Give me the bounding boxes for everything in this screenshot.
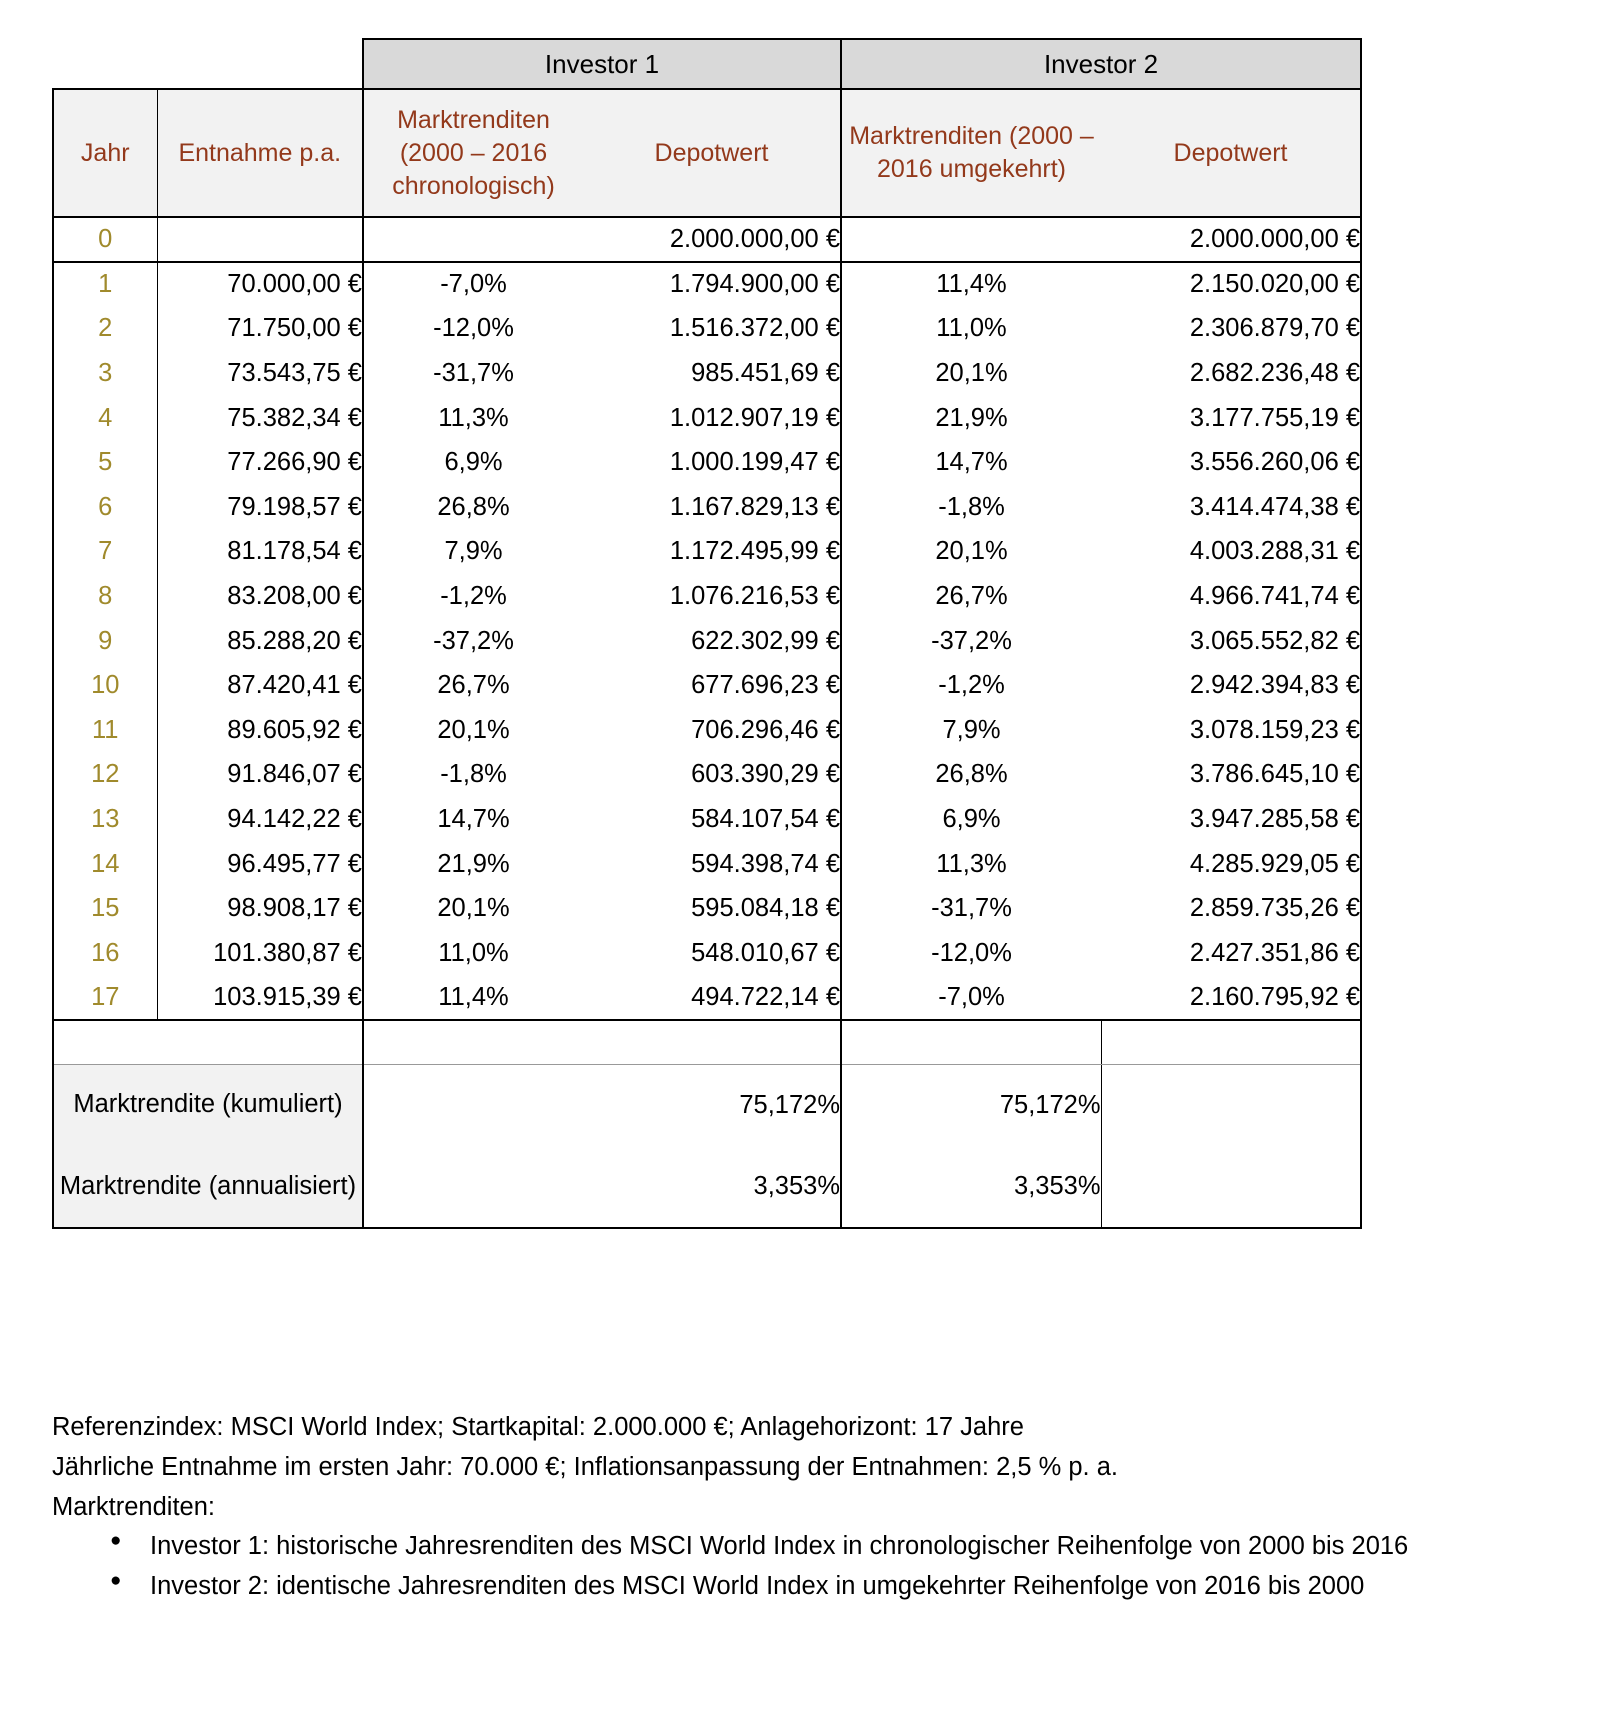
col-header-jahr: Jahr [53,89,157,217]
cell-entnahme: 101.380,87 € [157,931,363,976]
summary-label: Marktrendite (kumuliert) [53,1064,363,1146]
cell-marktrendite-1: 14,7% [363,797,583,842]
cell-marktrendite-2: 26,8% [841,753,1101,798]
cell-depotwert-1: 622.302,99 € [691,626,841,655]
cell-entnahme: 81.178,54 € [157,530,363,575]
cell-depotwert-1: 1.516.372,00 € [669,314,841,343]
cell-marktrendite-1: 11,4% [363,976,583,1021]
cell-jahr: 6 [53,485,157,530]
cell-marktrendite-2: 20,1% [841,351,1101,396]
cell-marktrendite-2: 11,4% [841,262,1101,307]
cell-depotwert-2: 3.414.474,38 € [1101,485,1361,530]
cell-marktrendite-2: 11,3% [841,842,1101,887]
cell-marktrendite-2 [841,217,1101,262]
group-header-row [53,39,1361,89]
spacer-cell-left [53,1020,363,1064]
cell-jahr: 2 [53,307,157,352]
cell-depotwert-2: 2.859.735,26 € [1101,886,1361,931]
cell-depotwert-1: 2.000.000,00 € [583,217,841,262]
cell-depotwert-2: 2.160.795,92 € [1101,976,1361,1021]
cell-marktrendite-1: 11,3% [363,396,583,441]
cell-depotwert-2: 3.065.552,82 € [1101,619,1361,664]
cell-jahr: 10 [53,663,157,708]
cell-entnahme: 87.420,41 € [157,663,363,708]
cell-jahr: 0 [53,217,157,262]
table-row [53,886,1361,931]
summary-row [53,1146,1361,1228]
cell-marktrendite-1: 20,1% [363,708,583,753]
cell-entnahme: 77.266,90 € [157,440,363,485]
footnotes-block [52,1408,1552,1607]
note-line-1: Referenzindex: MSCI World Index; Startkapital: 2.000.000 €; Anlagehorizont: 17 Jahre [52,1413,1024,1441]
cell-marktrendite-2: 7,9% [841,708,1101,753]
table-row [53,396,1361,441]
table-row [53,708,1361,753]
cell-depotwert-1: 1.000.199,47 € [669,448,841,477]
cell-marktrendite-2: -12,0% [841,931,1101,976]
table-row [53,262,1361,307]
cell-marktrendite-2: -31,7% [841,886,1101,931]
cell-depotwert-2: 3.947.285,58 € [1101,797,1361,842]
summary-value-investor-2: 3,353% [841,1146,1101,1228]
cell-depotwert-2: 2.150.020,00 € [1101,262,1361,307]
cell-depotwert-2: 2.306.879,70 € [1101,307,1361,352]
note-line-3: Marktrenditen: [52,1492,215,1521]
table-row [53,530,1361,575]
cell-marktrendite-1: 26,7% [363,663,583,708]
cell-entnahme: 89.605,92 € [157,708,363,753]
spacer-cell-mr2 [841,1020,1101,1064]
cell-entnahme: 98.908,17 € [157,886,363,931]
cell-depotwert-2: 3.786.645,10 € [1101,753,1361,798]
cell-jahr: 12 [53,753,157,798]
footnote-bullet-list [52,1527,1552,1607]
cell-marktrendite-1 [363,217,583,262]
cell-depotwert-2: 2.942.394,83 € [1101,663,1361,708]
cell-marktrendite-2: 21,9% [841,396,1101,441]
cell-jahr: 11 [53,708,157,753]
cell-marktrendite-1: -1,8% [363,753,583,798]
cell-entnahme: 83.208,00 € [157,574,363,619]
table-row [53,619,1361,664]
cell-depotwert-1: 548.010,67 € [691,938,841,967]
table-row [53,307,1361,352]
cell-marktrendite-1: -1,2% [363,574,583,619]
cell-jahr: 9 [53,619,157,664]
cell-marktrendite-1: -31,7% [363,351,583,396]
col-header-marktrenditen-1: Marktrenditen (2000 – 2016 chronologisch) [363,89,583,217]
cell-depotwert-1: 1.012.907,19 € [669,403,841,432]
summary-row [53,1064,1361,1146]
col-header-entnahme: Entnahme p.a. [157,89,363,217]
cell-jahr: 17 [53,976,157,1021]
cell-jahr: 13 [53,797,157,842]
cell-depotwert-1: 706.296,46 € [691,715,841,744]
cell-marktrendite-1: 26,8% [363,485,583,530]
table-spacer-row [53,1020,1361,1064]
cell-depotwert-1: 594.398,74 € [691,849,841,878]
cell-jahr: 8 [53,574,157,619]
cell-depotwert-2: 4.003.288,31 € [1101,530,1361,575]
col-header-depotwert-2: Depotwert [1101,89,1361,217]
footnote-bullet: ● Investor 1: historische Jahresrenditen des MSCI World Index in chronologischer Reihenfolge von 2000 bis 2016 [104,1527,1552,1567]
summary-value-investor-2: 75,172% [841,1064,1101,1146]
summary-value-empty [1101,1146,1361,1228]
group-header-investor-1: Investor 1 [363,39,841,89]
table-row [53,663,1361,708]
table-row [53,931,1361,976]
cell-marktrendite-1: 21,9% [363,842,583,887]
cell-entnahme: 94.142,22 € [157,797,363,842]
cell-depotwert-2: 4.966.741,74 € [1101,574,1361,619]
table-row [53,440,1361,485]
cell-marktrendite-2: -7,0% [841,976,1101,1021]
sequence-of-returns-table-wrapper [52,38,1360,1229]
cell-depotwert-1: 677.696,23 € [691,671,841,700]
cell-jahr: 14 [53,842,157,887]
cell-jahr: 4 [53,396,157,441]
cell-marktrendite-1: 6,9% [363,440,583,485]
cell-marktrendite-2: 11,0% [841,307,1101,352]
cell-entnahme [157,217,363,262]
cell-marktrendite-2: -37,2% [841,619,1101,664]
cell-depotwert-2: 3.177.755,19 € [1101,396,1361,441]
table-body [53,217,1361,1228]
cell-marktrendite-2: 26,7% [841,574,1101,619]
group-header-spacer [53,39,157,89]
table-row [53,842,1361,887]
table-row [53,217,1361,262]
cell-marktrendite-2: -1,2% [841,663,1101,708]
cell-entnahme: 71.750,00 € [157,307,363,352]
cell-depotwert-1: 494.722,14 € [583,976,841,1021]
table-row [53,797,1361,842]
cell-marktrendite-1: -7,0% [363,262,583,307]
cell-entnahme: 70.000,00 € [157,262,363,307]
cell-depotwert-2: 3.556.260,06 € [1101,440,1361,485]
col-header-depotwert-1: Depotwert [583,89,841,217]
cell-entnahme: 85.288,20 € [157,619,363,664]
cell-entnahme: 91.846,07 € [157,753,363,798]
spacer-cell-right [1101,1020,1361,1064]
cell-entnahme: 75.382,34 € [157,396,363,441]
cell-marktrendite-2: -1,8% [841,485,1101,530]
cell-jahr: 7 [53,530,157,575]
cell-depotwert-2: 2.682.236,48 € [1101,351,1361,396]
footnote-bullet: ● Investor 2: identische Jahresrenditen des MSCI World Index in umgekehrter Reihenfolge von 2016 bis 2000 [104,1567,1552,1607]
cell-marktrendite-2: 6,9% [841,797,1101,842]
cell-depotwert-1: 1.167.829,13 € [669,492,841,521]
cell-jahr: 1 [53,262,157,307]
cell-depotwert-1: 595.084,18 € [691,894,841,923]
cell-depotwert-1: 603.390,29 € [691,760,841,789]
cell-depotwert-1: 1.172.495,99 € [669,537,841,566]
table-row [53,976,1361,1021]
cell-depotwert-2: 2.000.000,00 € [1101,217,1361,262]
cell-depotwert-2: 2.427.351,86 € [1101,931,1361,976]
cell-marktrendite-1: -37,2% [363,619,583,664]
cell-marktrendite-2: 20,1% [841,530,1101,575]
cell-marktrendite-1: -12,0% [363,307,583,352]
cell-jahr: 5 [53,440,157,485]
column-header-row [53,89,1361,217]
table-row [53,351,1361,396]
col-header-marktrenditen-2: Marktrenditen (2000 – 2016 umgekehrt) [841,89,1101,217]
cell-marktrendite-2: 14,7% [841,440,1101,485]
cell-depotwert-1: 584.107,54 € [691,804,841,833]
cell-depotwert-1: 1.794.900,00 € [669,270,841,299]
table-row [53,574,1361,619]
cell-jahr: 16 [53,931,157,976]
summary-label: Marktrendite (annualisiert) [53,1146,363,1228]
cell-entnahme: 79.198,57 € [157,485,363,530]
cell-marktrendite-1: 20,1% [363,886,583,931]
cell-jahr: 3 [53,351,157,396]
table-row [53,485,1361,530]
table-head [53,39,1361,217]
table-row [53,753,1361,798]
cell-entnahme: 96.495,77 € [157,842,363,887]
cell-entnahme: 103.915,39 € [157,976,363,1021]
sequence-of-returns-table [52,38,1362,1229]
cell-depotwert-2: 4.285.929,05 € [1101,842,1361,887]
cell-jahr: 15 [53,886,157,931]
cell-marktrendite-1: 11,0% [363,931,583,976]
cell-marktrendite-1: 7,9% [363,530,583,575]
cell-depotwert-1: 1.076.216,53 € [669,581,841,610]
cell-entnahme: 73.543,75 € [157,351,363,396]
cell-depotwert-2: 3.078.159,23 € [1101,708,1361,753]
summary-value-investor-1: 3,353% [363,1146,841,1228]
group-header-investor-2: Investor 2 [841,39,1361,89]
note-line-2: Jährliche Entnahme im ersten Jahr: 70.000 €; Inflationsanpassung der Entnahmen: 2,5 % p. a. [52,1452,1118,1481]
summary-value-investor-1: 75,172% [363,1064,841,1146]
cell-depotwert-1: 985.451,69 € [691,358,841,387]
summary-value-empty [1101,1064,1361,1146]
group-header-spacer-2 [157,39,363,89]
spacer-cell-mid [363,1020,841,1064]
